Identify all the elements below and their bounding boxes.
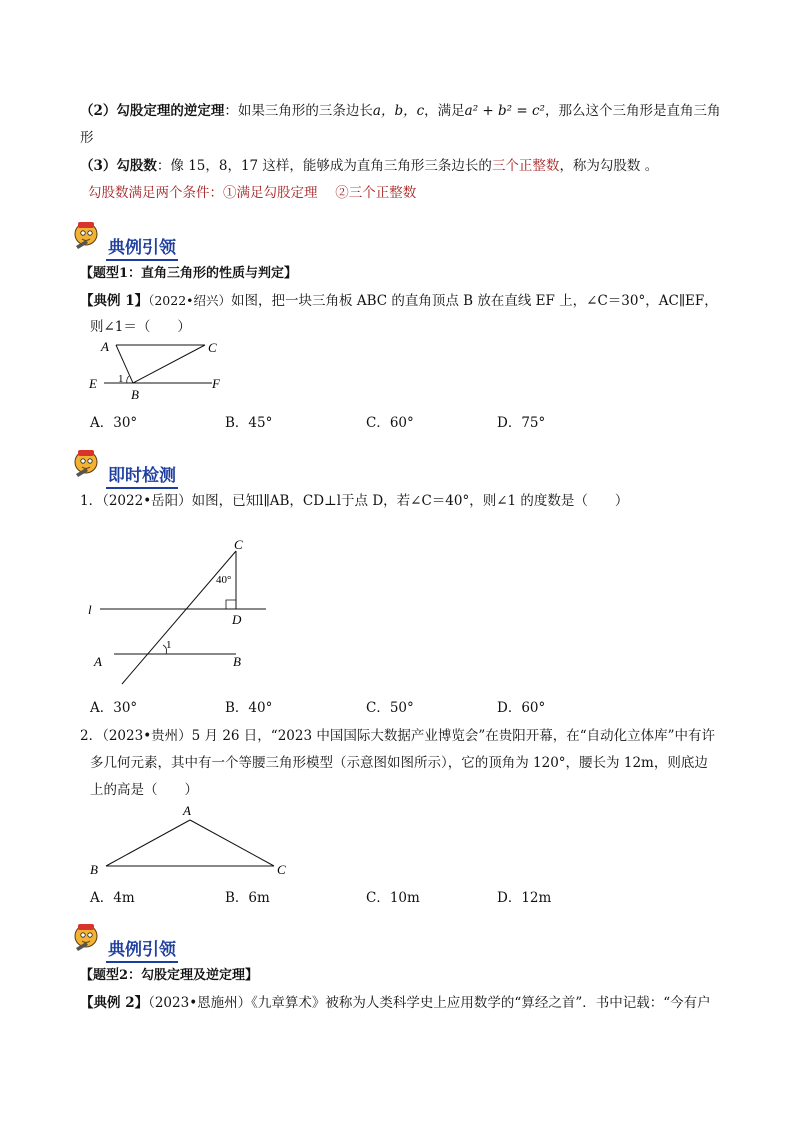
label-b: B: [90, 862, 98, 877]
example-2-text: （2023•恩施州）《九章算术》被称为人类科学史上应用数学的“算经之首”．书中记载：“今有户: [148, 995, 711, 1011]
question-2-line-3: 上的高是（ ）: [90, 782, 198, 798]
pythagorean-formula: a² + b² = c²: [464, 103, 545, 119]
example-1-text: 如图，把一块三角板 ABC 的直角顶点 B 放在直线 EF 上，∠C＝30°，AC∥EF，: [231, 293, 718, 309]
theory-line-3: [80, 154, 658, 174]
question-1-option-a[interactable]: A．30°: [90, 700, 138, 716]
label-b: B: [131, 387, 139, 402]
example-2-tag: 【典例 2】: [80, 995, 149, 1011]
side-vars: a，b，c: [372, 103, 425, 119]
angle-1-arc: [127, 376, 129, 383]
figure-triangle-on-line: [86, 336, 226, 402]
triple-text-a: ：像 15，8，17 这样，能够成为直角三角形三条边长的: [156, 158, 492, 174]
theory-line-4: 勾股数满足两个条件：①满足勾股定理 ②三个正整数: [88, 185, 417, 201]
question-2-line-2: 多几何元素，其中有一个等腰三角形模型（示意图如图所示），它的顶角为 120°，腰长为 12m，则底边: [90, 755, 708, 771]
example-1-line-1: [80, 289, 718, 309]
question-1-option-b[interactable]: B．40°: [225, 700, 273, 716]
example-1-tag: 【典例 1】: [80, 293, 149, 309]
type-title-2: 【题型2：勾股定理及逆定理】: [80, 968, 259, 983]
example-1-option-d[interactable]: D．75°: [497, 415, 546, 431]
question-2-option-d[interactable]: D．12m: [497, 890, 552, 906]
label-e: E: [89, 376, 97, 391]
label-f: F: [212, 376, 220, 391]
question-2-option-c[interactable]: C．10m: [366, 890, 420, 906]
pencil-mascot-icon: [72, 444, 104, 478]
converse-label: （2）勾股定理的逆定理: [80, 103, 225, 119]
side-bc: [133, 345, 205, 383]
pencil-mascot-icon: [72, 216, 104, 250]
converse-text-b: ，满足: [424, 103, 465, 119]
right-angle-mark: [226, 600, 236, 609]
converse-text-a: ：如果三角形的三条边长: [224, 103, 373, 119]
label-40-degrees: 40°: [216, 574, 232, 586]
example-1-line-2: 则∠1＝（ ）: [90, 319, 191, 335]
question-1-text: 1．（2022•岳阳）如图，已知l∥AB，CD⊥l于点 D，若∠C＝40°，则∠1 的度数是（ ）: [80, 493, 629, 509]
label-c: C: [277, 862, 286, 877]
label-b: B: [233, 654, 241, 669]
label-a: A: [94, 654, 102, 669]
question-1-option-d[interactable]: D．60°: [497, 700, 546, 716]
label-1: 1: [166, 639, 172, 651]
pencil-mascot-icon: [72, 918, 104, 952]
label-c: C: [234, 537, 243, 552]
theory-line-2-cont: 形: [80, 130, 94, 146]
type-title-1: 【题型1：直角三角形的性质与判定】: [80, 266, 298, 281]
question-2-line-1: 2．（2023•贵州）5 月 26 日，“2023 中国国际大数据产业博览会”在贵阳开幕，在“自动化立体库”中有许: [80, 728, 716, 744]
section-heading-examples-1: 典例引领: [106, 233, 178, 261]
example-1-option-c[interactable]: C．60°: [366, 415, 414, 431]
example-2-line-1: [80, 991, 711, 1011]
triple-highlight: 三个正整数: [491, 158, 560, 174]
converse-text-c: ，那么这个三角形是直角三角: [544, 103, 721, 119]
question-2-option-a[interactable]: A．4m: [90, 890, 135, 906]
example-1-option-a[interactable]: A．30°: [90, 415, 138, 431]
triple-label: （3）勾股数: [80, 158, 157, 174]
side-ac: [190, 820, 274, 866]
figure-parallel-lines: [86, 536, 276, 688]
label-angle-1: 1: [118, 373, 124, 385]
theory-line-2: [80, 99, 720, 119]
label-a: A: [101, 339, 109, 354]
label-c: C: [208, 340, 217, 355]
label-l: l: [88, 602, 92, 617]
section-heading-practice: 即时检测: [106, 461, 178, 489]
side-ab: [106, 820, 190, 866]
question-1-option-c[interactable]: C．50°: [366, 700, 414, 716]
example-1-source: （2022•绍兴）: [148, 293, 232, 308]
triple-text-b: ，称为勾股数 。: [559, 158, 659, 174]
transversal: [122, 551, 236, 684]
section-heading-examples-2: 典例引领: [106, 935, 178, 963]
label-d: D: [232, 612, 242, 627]
question-2-option-b[interactable]: B．6m: [225, 890, 270, 906]
label-a: A: [183, 803, 191, 818]
figure-isosceles-triangle: [86, 800, 296, 880]
example-1-option-b[interactable]: B．45°: [225, 415, 273, 431]
